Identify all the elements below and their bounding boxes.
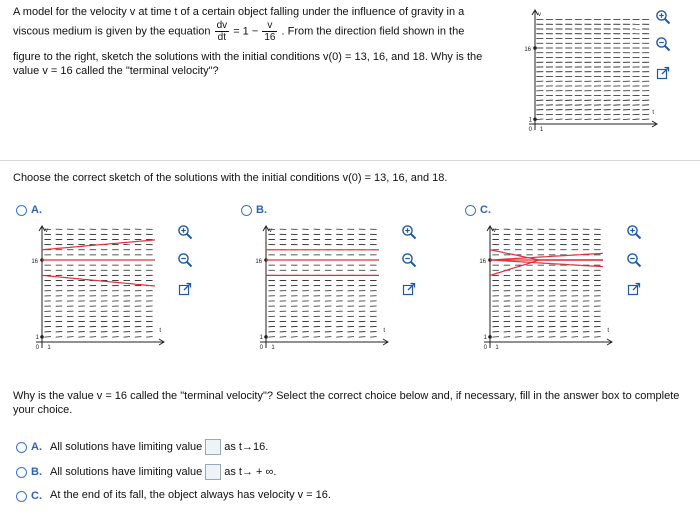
option-b-zoom-out-icon[interactable] xyxy=(401,252,417,268)
question-line-2 xyxy=(13,20,464,43)
t-axis-label: t xyxy=(159,328,161,334)
solution-curve xyxy=(490,260,603,275)
option-a-graph xyxy=(30,222,170,357)
origin-label: 0 xyxy=(528,127,532,133)
frac-num: dv xyxy=(216,20,228,31)
option-c-zoom-in-icon[interactable] xyxy=(626,224,642,240)
choice-b-text xyxy=(50,464,276,480)
part2-prompt-line-1: Why is the value v = 16 called the "terminal velocity"? Select the correct choice below and, if necessary, fill in the answer box to complete xyxy=(13,390,680,402)
y-tick-label-16: 16 xyxy=(255,259,262,265)
x-tick-label-1: 1 xyxy=(495,345,499,351)
question-line-4: value v = 16 called the "terminal velocity"? xyxy=(13,65,219,77)
y-tick-16 xyxy=(533,46,537,50)
v-axis-label: v xyxy=(538,12,541,18)
y-tick-label-1: 1 xyxy=(259,334,263,341)
direction-field-graph xyxy=(505,4,665,146)
t-axis-label: t xyxy=(607,328,609,334)
part2-prompt-line-2: your choice. xyxy=(13,404,73,416)
fraction-dv-dt xyxy=(215,20,230,43)
option-c-zoom-out-icon[interactable] xyxy=(626,252,642,268)
solution-curve xyxy=(490,253,603,260)
choice-b-radio[interactable] xyxy=(16,467,27,478)
origin-label: 0 xyxy=(259,345,263,351)
y-tick-label-16: 16 xyxy=(31,259,38,265)
v-axis-label: v xyxy=(45,228,48,234)
option-b-zoom-in-icon[interactable] xyxy=(401,224,417,240)
frac-den: dt xyxy=(217,32,227,43)
y-tick-label-1: 1 xyxy=(528,117,532,124)
option-b-popout-icon[interactable] xyxy=(401,281,417,297)
question-line-1: A model for the velocity v at time t of a certain object falling under the influence of gravity in a xyxy=(13,6,465,18)
popout-icon[interactable] xyxy=(655,65,671,81)
x-tick-label-1: 1 xyxy=(539,127,544,133)
v-axis-label: v xyxy=(269,228,272,234)
choice-a-answer-box[interactable] xyxy=(205,439,221,455)
y-tick-1 xyxy=(40,335,44,339)
y-tick-1 xyxy=(533,117,537,121)
question-line-2-pre: viscous medium is given by the equation xyxy=(13,25,211,38)
y-tick-label-1: 1 xyxy=(483,334,487,341)
option-c-radio[interactable] xyxy=(465,205,476,216)
frac-num: v xyxy=(262,20,277,32)
choice-b-answer-box[interactable] xyxy=(205,464,221,480)
fraction-v-16 xyxy=(262,20,277,43)
origin-label: 0 xyxy=(35,345,39,351)
option-b-graph xyxy=(254,222,394,357)
option-b-radio[interactable] xyxy=(241,205,252,216)
section-divider xyxy=(0,160,700,161)
question-line-3: figure to the right, sketch the solutions with the initial conditions v(0) = 13, 16, and 18. Why is the xyxy=(13,51,483,63)
option-a-zoom-in-icon[interactable] xyxy=(177,224,193,240)
option-c-label[interactable]: C. xyxy=(480,204,491,216)
option-c-graph xyxy=(478,222,618,357)
y-tick-1 xyxy=(264,335,268,339)
origin-label: 0 xyxy=(483,345,487,351)
choice-a-pre: All solutions have limiting value xyxy=(50,440,203,453)
option-a-label[interactable]: A. xyxy=(31,204,42,216)
t-axis-label: t xyxy=(652,110,654,116)
option-b-label[interactable]: B. xyxy=(256,204,267,216)
option-a-zoom-out-icon[interactable] xyxy=(177,252,193,268)
zoom-in-icon[interactable] xyxy=(655,9,671,25)
solution-curve xyxy=(490,260,603,267)
choice-c-label[interactable]: C. xyxy=(31,490,42,502)
zoom-out-icon[interactable] xyxy=(655,36,671,52)
question-line-2-post: . From the direction field shown in the xyxy=(281,25,465,38)
option-c-popout-icon[interactable] xyxy=(626,281,642,297)
option-a-radio[interactable] xyxy=(16,205,27,216)
y-tick-label-16: 16 xyxy=(524,47,531,53)
choice-c-text: At the end of its fall, the object always has velocity v = 16. xyxy=(50,489,331,501)
choice-c-radio[interactable] xyxy=(16,491,27,502)
choice-a-radio[interactable] xyxy=(16,442,27,453)
choice-b-pre: All solutions have limiting value xyxy=(50,465,203,478)
t-axis-label: t xyxy=(383,328,385,334)
y-tick-label-16: 16 xyxy=(479,259,486,265)
choice-b-post: as t→ + ∞. xyxy=(224,465,277,478)
choice-b-label[interactable]: B. xyxy=(31,466,42,478)
frac-den: 16 xyxy=(264,32,276,43)
choice-a-post: as t→16. xyxy=(224,440,269,453)
x-tick-label-1: 1 xyxy=(47,345,51,351)
y-tick-1 xyxy=(488,335,492,339)
equation-middle: = 1 − xyxy=(233,25,259,38)
part1-prompt: Choose the correct sketch of the solutions with the initial conditions v(0) = 13, 16, and 18. xyxy=(13,172,448,184)
option-a-popout-icon[interactable] xyxy=(177,281,193,297)
x-tick-label-1: 1 xyxy=(271,345,275,351)
choice-a-text xyxy=(50,439,268,455)
v-axis-label: v xyxy=(493,228,496,234)
choice-a-label[interactable]: A. xyxy=(31,441,42,453)
y-tick-label-1: 1 xyxy=(35,334,39,341)
